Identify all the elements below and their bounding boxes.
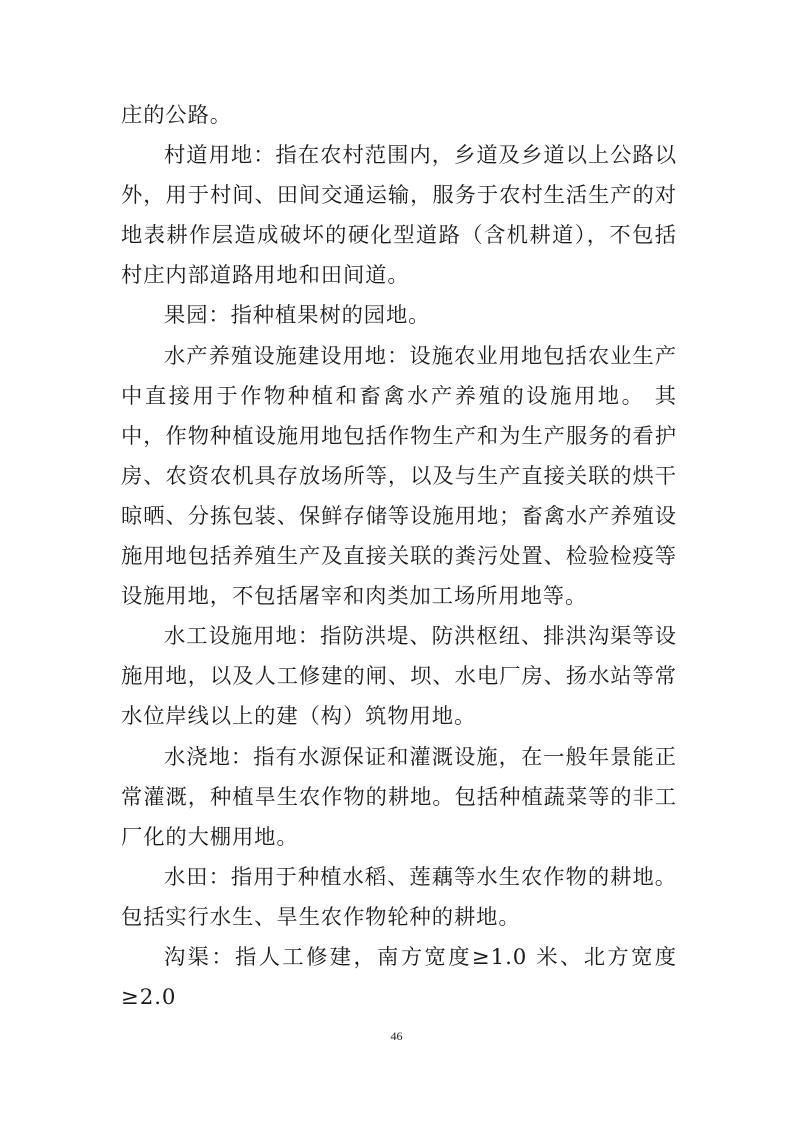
paragraph-ditch: 沟渠：指人工修建，南方宽度≥1.0 米、北方宽度≥2.0 [121, 944, 677, 1011]
paragraph-aquaculture-facility-land: 水产养殖设施建设用地：设施农业用地包括农业生产中直接用于作物种植和畜禽水产养殖的设施用地。 其中，作物种植设施用地包括作物生产和为生产服务的看护房、农资农机具存放场所等，以及与生产直接关联的烘干晾晒、分拣包装、保鲜存储等设施用地；畜禽水产养殖设施用地包括养殖生产及直接关联的粪污处置、检验检疫等设施用地，不包括屠宰和肉类加工场所用地等。 [121, 343, 677, 610]
body-text [121, 96, 677, 1018]
paragraph-village-road-land: 村道用地：指在农村范围内，乡道及乡道以上公路以外，用于村间、田间交通运输，服务于农村生活生产的对地表耕作层造成破坏的硬化型道路（含机耕道），不包括村庄内部道路用地和田间道。 [121, 143, 677, 289]
paragraph-paddy-field: 水田：指用于种植水稻、莲藕等水生农作物的耕地。包括实行水生、旱生农作物轮种的耕地。 [121, 864, 677, 930]
paragraph-orchard: 果园：指种植果树的园地。 [164, 303, 431, 329]
paragraph-irrigated-land: 水浇地：指有水源保证和灌溉设施，在一般年景能正常灌溉，种植旱生农作物的耕地。包括种植蔬菜等的非工厂化的大棚用地。 [121, 744, 677, 850]
paragraph-continuation: 庄的公路。 [121, 103, 232, 128]
page-number: 46 [390, 1029, 403, 1043]
paragraph-hydraulic-facility-land: 水工设施用地：指防洪堤、防洪枢纽、排洪沟渠等设施用地，以及人工修建的闸、坝、水电厂房、扬水站等常水位岸线以上的建（构）筑物用地。 [121, 624, 677, 730]
